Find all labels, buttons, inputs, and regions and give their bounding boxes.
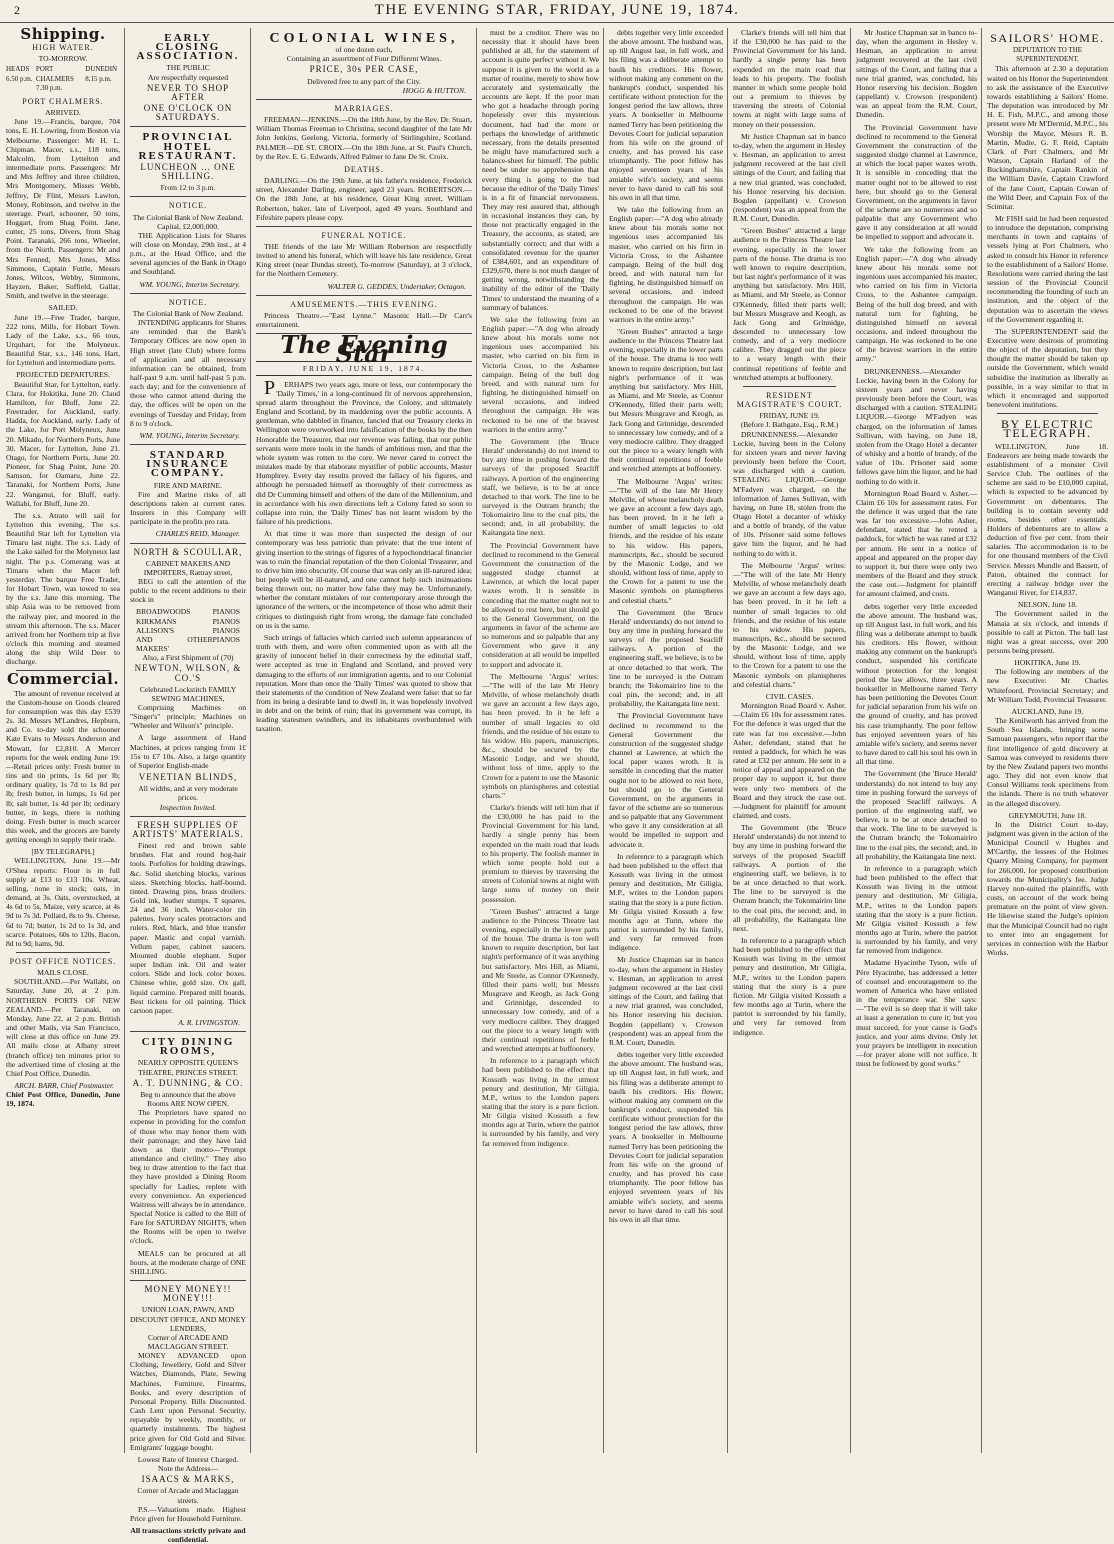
amusements-text: Princess Theatre.—"East Lynne." Masonic Hall.—Dr Carr's entertainment. — [256, 310, 472, 330]
piano-row: BROADWOODS PIANOS — [136, 607, 240, 617]
news-paragraph: DRUNKENNESS.—Alexander Leckie, having been in the Colony for sixteen years and never having previously been before the Court, was discharged with a caution. STEALING LIQUOR.—George M'Fadyen was charged, on the information of James Sullivan, with having, on June 18, stolen from the Otago Hotel a decanter of whisky and a bottle of brandy, of the value of 10s. Prisoner said some fellows gave him the liquor, and he had nothing to do with it. — [856, 366, 977, 486]
dunning-sub: Beg to announce that the above Rooms ARE NOW OPEN. — [140, 1089, 236, 1109]
telegraph-text: The following are members of the new Executive: Mr Charles Whitefoord, Provincial Secretary; and Mr William Todd, Provincial Treasurer. — [987, 667, 1108, 704]
funeral-text: THE friends of the late Mr William Robertson are respectfully invited to attend his funeral, which will leave his late residence, Great King street (near Dundas street), To-morrow (Saturday), at 3 o'clock, for the Northern Cemetery. — [256, 241, 472, 279]
news-paragraph: The Melbourne 'Argus' writes:—"The will of the late Mr Henry Melville, of whose melancholy death we gave an account a few days ago, has been proved. In it he left a number of small legacies to old friends, and the residue of his estate to his widow. His papers, manuscripts, &c., should be secured by the Masonic Lodge, and we should, without loss of time, apply to the Crown for a patent to use the Masonic symbols on planispheres and celestial charts." — [482, 671, 599, 800]
piano-list — [130, 607, 246, 653]
civil-cases-text: Mornington Road Board v. Asher.—Claim £6 10s for assessment rates. For the defence it was urged that the rate was far too excessive.—John Asher, defendant, stated that he rented a paddock, for which he was rated at £32 per annum. He sent in a notice of appeal and appeared on the proper day to support it, but there were only two members of the Board and they struck the case out.—Judgment for plaintiff for amount claimed, and costs. — [733, 701, 846, 820]
piano-row: ALLISON'S PIANOS — [136, 625, 240, 635]
shipment-line: Also, a First Shipment of (70) — [142, 653, 234, 663]
court-text: DRUNKENNESS.—Alexander Leckie, having been in the Colony for sixteen years and never having previously been before the Court, was discharged with a caution. STEALING LIQUOR.—George M'Fadyen was charged, on the information of James Sullivan, with having, on June 18, stolen from the Otago Hotel a decanter of whisky and a bottle of brandy, of the value of 10s. Prisoner said some fellows gave him the liquor, and he had nothing to do with it. — [733, 429, 846, 558]
news-paragraph: The Government (the 'Bruce Herald' understands) do not intend to buy any time in pushing forward the surveys of the proposed Seacliff railways. A portion of the engineering staff, we believe, is to be at once detached to that work. The line to be surveyed is the Outram branch; the Tokomairiro line to the coal pits, the second; and, in all probability, the Kaitangata line next. — [856, 769, 977, 861]
news-paragraph: We take the following from an English paper:—"A dog who already knew about his morals some not ingenious uses accompanied his master, who carried on his firm in Victoria Cross, to the Ashantee campaign. Being of the bull dog breed, and with natural turn for fighting, he distinguished himself on several occasions, and indeed throughout the campaign. He was reckoned to be one of the bravest warriors in the entire army." — [482, 314, 599, 434]
civil-cases-heading: CIVIL CASES. — [765, 691, 814, 701]
leader-paragraph: At that time it was more than suspected the design of our contemporary was less patriotic than private: that the true intent of giving insertion to the strings of figures of a hypochondriacal financier was to ruin the financial reputation of the then Colonial Treasurer, and to drive him into obscurity. Of course that was only an ill-natured idea; but people will be ill-natured, and one cannot help such insinuations being thrown out, no matter how false they may be. Unfortunately, whether the constant mistakes of our contemporary arose through the ignorance of the writers, or the incompetence of those who admit their critiques to distinguish right from wrong, the damage fate concluded on us is the same. — [256, 529, 472, 630]
news-paragraph: debts together very little exceeded the above amount. The husband was, up till August last, in full work, and his filing was a deliberate attempt to baulk his creditors. His flower, without making any comment on the bankrupt's conduct, suspended his certificate without protection for the longest period the law allows, three years. A bookseller in Melbourne named Terry has been petitioning the Devotes Court for judicial separation from his wife on the ground of cruelty, and has proved his case triumphantly. The poor fellow has enjoyed seventeen years of his amiable wife's society, and seems never to have dared to call his soul his own in all that time. — [609, 1050, 723, 1224]
divider — [256, 226, 472, 227]
column-news-3 — [852, 28, 981, 1453]
money-advanced-text: MONEY ADVANCED upon Clothing, Jewellery, Gold and Silver Watches, Diamonds, Plate, Sewing Machines, Furniture, Firearms, Books, and every description of Personal Property. Bills Discounted. Cash Lent upon Personal Security, repayable by weekly, monthly, or quarterly instalments. The highest price given for Old Gold and Silver. Emigrants' luggage bought. — [130, 1351, 246, 1452]
commercial-telegraph-text: WELLINGTON, June 19.—Mr O'Shea reports: Flour is in full supply at £13 to £13 10s. Wheat, selling, none in stock; oats, in demand, at 3s. Oats, overstocked, at 4s 6d to 5s. Maize, very scarce, at 4s 9d to 7s 3d. Pollard, 8s to 9s. Cheese, 6d to 7d; butter, 1s 2d to 1s 3d, and scarce. Potatoes, 60s to 120s. Bacon, 8d to 9d; hams, 9d. — [6, 856, 120, 948]
early-closing-request: Are respectfully requested — [147, 72, 229, 82]
column-shipping — [2, 25, 124, 1453]
deaths-text: DARLING.—On the 19th June, at his father's residence, Frederick street, Alexander Darling, engineer, aged 23 years. ROBERTSON.—On the 18th June, at his residence, Great King street, William Robertson, baker, late of Liverpool, aged 49 years. Southland and Fifeshire papers please copy. — [256, 176, 472, 222]
bank-name: The Colonial Bank of New Zealand. Capital, £2,000,000. — [132, 212, 244, 231]
tide-port-chalmers: PORT CHALMERS 7.30 p.m. — [35, 65, 74, 92]
news-paragraph: Mr Justice Chapman sat in banco to-day, when the argument in Hesley v. Hesman, an application to arrest judgment recovered at the last civil sittings of the Court, and failing that a new trial granted, was concluded, his Honor reserving his decision. Bogden (appellant) v. Crowson (respondent) was an appeal from the R.M. Court, Dunedin. — [733, 131, 846, 224]
leader-paragraph: Such strings of fallacies which carried such solemn appearances of truth with them, and were often commented upon as with all the gravity of innocent belief in their correctness by the editorial staff, were accepted as true in England and Scotland, and proved very damaging to the efforts of our immigration agents, and to our Colonial reputation. More than once the 'Daily Times' was quoted to show that their statements of the condition of New Zealand were false: that so far from its being a desirable land to dwell in, it was hopelessly involved in debt and on the brink of ruin; that its government was corrupt, its leading statesmen swindlers, and its inhabitants overburdened with taxation. — [256, 632, 472, 734]
news-paragraph: The Melbourne 'Argus' writes:—"The will of the late Mr Henry Melville, of whose melancholy death we gave an account a few days ago, has been proved. In it he left a number of small legacies to old friends, and the residue of his estate to his widow. His papers, manuscripts, &c., should be secured by the Masonic Lodge, and we should, without loss of time, apply to the Crown for a patent to use the Masonic symbols on planispheres and celestial charts." — [609, 476, 723, 605]
hotel-heading: PROVINCIAL HOTEL RESTAURANT. — [138, 131, 238, 162]
dunning-text: The Proprietors have spared no expense in providing for the comfort of those who may honor them with their patronage; and they have laid down as their motto—"Prompt attendance and civility." They also beg to draw attention to the fact that they have provided a Dining Room specially for Ladies, replete with every convenience. An experienced Waitress will always be in attendance. Special Notice is called to the Bill of Fare for SATURDAY NIGHTS, when the Rooms will be open to twelve o'clock. — [130, 1108, 246, 1246]
sailors-home-text: Mr FISH said he had been requested to introduce the deputation, comprising merchants in town and captains of vessels lying at Port Chalmers, who asked to consult his Honor in reference to the establishment of a Sailors' Home. Resolutions were carried during the last session of the Provincial Council recommending the founding of such an institution, and the object of the deputation was to ascertain the views of the Government regarding it. — [987, 213, 1108, 324]
postmaster-signature: ARCH. BARR, Chief Postmaster. — [14, 1081, 114, 1091]
mails-close-heading: MAILS CLOSE. — [37, 968, 89, 978]
page-number: 2 — [14, 3, 20, 17]
high-water-sub: TO-MORROW. — [38, 54, 88, 64]
divider — [130, 196, 246, 197]
news-paragraph: "Green Bushes" attracted a large audience to the Princess Theatre last evening, especially in the lower parts of the house. The drama is too well known to require description, but last night's performance of it was anything but satisfactory. Mrs Hill, as Miami, and Mr Steele, as Connor O'Kennedy, filled their parts well; but Messrs Musgrave and Keogh, as Jack Gong and Grinnidge, descended to unnecessary low comedy, and of a very mediocre calibre. They dragged out the piece to a weary length with their continual repetitions of feeble and wretched attempts at buffoonery. — [609, 327, 723, 474]
commercial-heading: Commercial. — [6, 670, 120, 689]
newton-wilson-heading: NEWTON, WILSON, & CO.'S — [134, 663, 242, 683]
dateline: FRIDAY, JUNE 19, 1874. — [256, 361, 472, 376]
news-paragraph: Clarke's friends will tell him that if the £30,000 he has paid to the Provincial Government for his land, hardly a single penny has been expended on the main road that leads to his property. The foolish manner in which some people hold out a premium to thieves by traversing the streets of Colonial towns at night with large sums of money on their possession. — [482, 802, 599, 904]
wines-text: Containing an assortment of Four Different Wines. — [286, 54, 442, 64]
telegraph-line: [BY TELEGRAPH.] — [31, 847, 95, 857]
livingston-signature: A. R. LIVINGSTON. — [178, 1018, 240, 1027]
shipping-heading: Shipping. — [20, 25, 106, 43]
resident-magistrate-heading: RESIDENT MAGISTRATE'S COURT. — [736, 390, 843, 410]
column-divider — [603, 28, 604, 1453]
divider — [130, 126, 246, 127]
bank-signature: WM. YOUNG, Interim Secretary. — [139, 279, 240, 289]
post-office-heading: POST OFFICE NOTICES. — [9, 957, 117, 966]
sailors-home-text: The SUPERINTENDENT said the Executive were desirous of promoting the object of the deputation, but they thought the matter should be taken up outside the Government, which would subsidise the institution as liberally as possible, in a way similar to that in which it encouraged and supported benevolent institutions. — [987, 326, 1108, 410]
standard-insurance-heading: STANDARD INSURANCE COMPANY. — [146, 449, 230, 480]
post-office-text: SOUTHLAND.—Per Wallabi, on Saturday, June 20, at 2 p.m. NORTHERN PORTS OF NEW ZEALAND.—Per Taranaki, on Monday, June 22, at 2 p.m. British and other Mails, via San Francisco, will close at this office on June 29. All mails close at Albany street (branch office) ten minutes prior to the advertised time of closing at the Chief Post Office, Dunedin. — [6, 977, 120, 1078]
electric-telegraph-heading: BY ELECTRIC TELEGRAPH. — [1000, 417, 1095, 441]
column-divider — [476, 28, 477, 1453]
deaths-heading: DEATHS. — [344, 164, 384, 174]
news-paragraph: In reference to a paragraph which had been published to the effect that Kossuth was living in the utmost penury and destitution, Mr Giligia, M.P., writes to the London papers stating that the story is a pure fiction. Mr Gilgia visited Kossuth a few months ago at Turin, where the patriot is surrounded by his family, and very far removed from indigence. — [856, 863, 977, 956]
telegraph-text: The Government sailed in the Manaia at six o'clock, and intends if possible to call at Picton. The ball last night was a great success, over 200 persons being present. — [987, 609, 1108, 655]
dateline-auckland: AUCKLAND, June 19. — [1011, 706, 1084, 716]
standard-signature: CHARLES REID, Manager. — [155, 529, 240, 539]
divider — [130, 293, 246, 294]
arrived-heading: ARRIVED. — [45, 108, 81, 118]
venetian-blinds-sub: All widths, and at very moderate prices. — [138, 784, 238, 803]
north-scoullar-heading: NORTH & SCOULLAR, — [133, 546, 243, 557]
news-paragraph: Mr Justice Chapman sat in banco to-day, when the argument in Hesley v. Hesman, an application to arrest judgment recovered at the last civil sittings of the Court, and failing that a new trial granted, was concluded, his Honor reserving his decision. Bogden (appellant) v. Crowson (respondent) was an appeal from the R.M. Court, Dunedin. — [856, 28, 977, 120]
telegraph-text: The Kenilworth has arrived from the South Sea Islands, bringing some Samoan passengers, who report that the first intelligence of gold discovery at Samoa was conveyed to residents there by the New Zealand papers two months ago. They did not even know that Consul Williams took specimens from the islands. There is no truth whatever in the alleged discovery. — [987, 716, 1108, 808]
news-paragraph: In reference to a paragraph which had been published to the effect that Kossuth was living in the utmost penury and destitution, Mr Giligia, M.P., writes to the London papers stating that the story is a pure fiction. Mr Gilgia visited Kossuth a few months ago at Turin, where the patriot is surrounded by his family, and very far removed from indigence. — [733, 936, 846, 1037]
news-paragraph: We take the following from an English paper:—"A dog who already knew about his morals some not ingenious uses accompanied his master, who carried on his firm in Victoria Cross, to the Ashantee campaign. Being of the bull dog breed, and with natural turn for fighting, he distinguished himself on several occasions, and indeed throughout the campaign. He was reckoned to be one of the bravest warriors in the entire army." — [856, 244, 977, 364]
divider — [997, 413, 1098, 414]
divider — [130, 444, 246, 445]
hogg-hutton-signature: HOGG & HUTTON. — [402, 85, 466, 95]
colonial-wines-heading: COLONIAL WINES, — [269, 31, 459, 46]
court-text: The Melbourne 'Argus' writes:—"The will of the late Mr Henry Melville, of whose melancholy death we gave an account a few days ago, has been proved. In it he left a number of small legacies to old friends, and the residue of his estate to his widow. His papers, manuscripts, &c., should be secured by the Masonic Lodge, and we should, without loss of time, apply to the Crown for a patent to use the Masonic symbols on planispheres and celestial charts." — [733, 560, 846, 689]
inspection-invited: Inspection Invited. — [159, 802, 217, 812]
early-closing-heading: EARLY CLOSING ASSOCIATION. — [136, 32, 240, 63]
column-divider — [727, 28, 728, 1453]
port-heading: PORT CHALMERS. — [22, 96, 104, 106]
city-dining-sub: NEARLY OPPOSITE QUEEN'S THEATRE, PRINCES STREET. — [137, 1058, 239, 1077]
post-office-footer: Chief Post Office, Dunedin, June 19, 1874. — [6, 1090, 120, 1109]
tide-dunedin: DUNEDIN 8.15 p.m. — [85, 65, 118, 83]
column-news-2 — [729, 28, 850, 1453]
wines-price: PRICE, 30s PER CASE, — [309, 64, 419, 75]
masthead — [0, 0, 1114, 23]
north-scoullar-sub: CABINET MAKERS AND IMPORTERS, Rattray street, — [143, 558, 233, 577]
news-paragraph: The Provincial Government have declined to recommend to the General Government the construction of the suggested sludge channel at Lawrence, at which the local paper waxes wroth. It is sensible in conceding that the matter ought not to be allowed to rest here, but should go to the General Government, on the arguments in favor of the scheme are so numerous and so palpable that any Government who gave it any consideration at all would be impelled to support and advocate it. — [482, 540, 599, 669]
news-paragraph: Madame Hyacinthe Tyson, wife of Père Hyacinthe, has addressed a letter of counsel and encouragement to the women of America who have enlisted in the temperance war. She says:—"The evil is so deep that it will take at least a generation to cure it; but you must succeed, for your cause is God's justice, and your aims divine. Only let your prayers be intelligent in execution—for prayer alone will not suffice. It must be followed by good works." — [856, 958, 977, 1069]
news-paragraph: debts together very little exceeded the above amount. The husband was, up till August last, in full work, and his filing was a deliberate attempt to baulk his creditors. His flower, without making any comment on the bankrupt's conduct, suspended his certificate without protection for the longest period the law allows, three years. A bookseller in Melbourne named Terry has been petitioning the Devotes Court for judicial separation from his wife on the ground of cruelty, and has proved his case triumphantly. The poor fellow has enjoyed seventeen years of his amiable wife's society, and seems never to have dared to call his soul his own in all that time. — [856, 601, 977, 767]
private-transactions: All transactions strictly private and confidential. — [130, 1525, 246, 1544]
news-paragraph: Clarke's friends will tell him that if the £30,000 he has paid to the Provincial Government for his land, hardly a single penny has been expended on the main road that leads to his property. The foolish manner in which some people hold out a premium to thieves by traversing the streets of Colonial towns at night with large sums of money on their possession. — [733, 28, 846, 129]
interest-line: Lowest Rate of Interest Charged. — [137, 1454, 239, 1464]
sewing-machines-text: Comprising Machines on "Singer's" principle; Machines on "Wheeler and Wilson's" principle. — [130, 703, 246, 731]
shipping-news: The s.s. Atrato will sail for Lyttelton this evening. The s.s. Beautiful Star left for Lyttelton via Timaru last night. The s.s. Lady of the Lake sailed for the Molyneux last night. The p.s. Comerang was at Timaru when the Macer left yesterday. The barque Free Trader, for Hobart Town, was towed to sea by the s.s. Jane this morning. The ship Asia was to be removed from the railway pier, and moored in the stream this afternoon. The s.s. Macer arrived from her Northern trip at five o'clock this morning and steamed along the ship Wild Deer to discharge. — [6, 510, 120, 667]
news-paragraph: In reference to a paragraph which had been published to the effect that Kossuth was living in the utmost penury and destitution, Mr Giligia, M.P., writes to the London papers stating that the story is a pure fiction. Mr Gilgia visited Kossuth a few months ago at Turin, where the patriot is surrounded by his family, and very far removed from indigence. — [482, 1056, 599, 1148]
sailed-heading: SAILED. — [48, 303, 78, 313]
undertaker-signature: WALTER G. GEDDES, Undertaker, Octagon. — [327, 281, 466, 291]
dateline-greymouth: GREYMOUTH, June 18. — [1008, 810, 1087, 820]
tide-table — [6, 65, 120, 92]
venetian-blinds: VENETIAN BLINDS, — [138, 772, 238, 783]
news-paragraph: The Provincial Government have declined to recommend to the General Government the construction of the suggested sludge channel at Lawrence, at which the local paper waxes wroth. It is sensible in conceding that the matter ought not to be allowed to rest here, but should go to the General Government, on the arguments in favor of the scheme are so numerous and so palpable that any Government who gave it any consideration at all would be impelled to support and advocate it. — [856, 122, 977, 242]
news-paragraph: "Green Bushes" attracted a large audience to the Princess Theatre last evening, especially in the lower parts of the house. The drama is too well known to require description, but last night's performance of it was anything but satisfactory. Mrs Hill, as Miami, and Mr Steele, as Connor O'Kennedy, filled their parts well; but Messrs Musgrave and Keogh, as Jack Gong and Grinnidge, descended to unnecessary low comedy, and of a very mediocre calibre. They dragged out the piece to a weary length with their continual repetitions of feeble and wretched attempts at buffoonery. — [733, 226, 846, 382]
isaacs-marks: ISAACS & MARKS, — [141, 1474, 235, 1485]
news-paragraph: We take the following from an English paper:—"A dog who already knew about his morals some not ingenious uses accompanied his master, who carried on his firm in Victoria Cross, to the Ashantee campaign. Being of the bull dog breed, and with natural turn for fighting, he distinguished himself on several occasions, and indeed throughout the campaign. He was reckoned to be one of the bravest warriors in the entire army." — [609, 204, 723, 324]
court-judge: (Before J. Bathgate, Esq., R.M.) — [740, 420, 839, 430]
sailors-home-text: This afternoon at 2.30 a deputation waited on his Honor the Superintendent to ask the assistance of the Executive towards establishing a Sailors' Home. The deputation was introduced by Mr H. E. Fish, M.P.C., and among those present were Mr M'Dermid, M.P.C., his Worship the Mayor, Messrs R. B. Martin, Mudie, G. F. Reid, Captain Clark of Port Chalmers, and Mr Watson, Captain Harland of the Buckinghamshire, Captain Rankin of the William Davie, Captain Crawford of the Jane Court, Captain Cowan of the Wild Deer, and Captain Fox of the Scimitar. — [987, 64, 1108, 211]
sewing-machines-sub: Celebrated Lockstitch FAMILY SEWING MACHINES, — [139, 684, 237, 703]
divider — [130, 543, 246, 544]
news-paragraph: In reference to a paragraph which had been published to the effect that Kossuth was living in the utmost penury and destitution, Mr Giligia, M.P., writes to the London papers stating that the story is a pure fiction. Mr Gilgia visited Kossuth a few months ago at Turin, where the patriot is surrounded by his family, and very far removed from indigence. — [609, 851, 723, 953]
news-paragraph: The Government (the 'Bruce Herald' understands) do not intend to buy any time in pushing forward the surveys of the proposed Seacliff railways. A portion of the engineering staff, we believe, is to be at once detached to that work. The line to be surveyed is the Outram branch; the Tokomairiro line to the coal pits, the second; and, in all probability, the Kaitangata line next. — [482, 436, 599, 538]
news-paragraph: Mornington Road Board v. Asher.—Claim £6 10s for assessment rates. For the defence it was urged that the rate was far too excessive.—John Asher, defendant, stated that he rented a paddock, for which he was rated at £32 per annum. He sent in a notice of appeal and appeared on the proper day to support it, but there were only two members of the Board and they struck the case out.—Judgment for plaintiff for amount claimed, and costs. — [856, 488, 977, 599]
leader-paragraph: PERHAPS two years ago, more or less, our contemporary the 'Daily Times,' in a long-continued fit of nervous apprehension, spread alarm throughout the Province, the Colony, and ultimately England and Scotland, by its maddening over the public accounts. A gentleman, who dabbled in finance, fancied that our Treasury clerks in Wellington were overworked into falsification of the books by the then Honorable the Treasurer, that our revenue was failing, that our public servants were mere tools in the hands of ambitious men, and that the whole system was rotten to the core. We never cared to correct the mistakes made by that elaborate mystifier of public accounts, Master Humphrey. Every day results proved the fallacy of his figures, and although he persuaded himself as thoroughly of their correctness as did Dr Cumming himself and others of the date of the Millennium, and in accordance with his own directions left a Colony fated so soon to collapse into ruin, the 'Daily Times' has not learnt wisdom by the failure of his predictions. — [256, 376, 472, 527]
column-news-1 — [605, 28, 727, 1453]
news-paragraph: The Provincial Government have declined to recommend to the General Government the construction of the suggested sludge channel at Lawrence, at which the local paper waxes wroth. It is sensible in conceding that the matter ought not to be allowed to rest here, but should go to the General Government, on the arguments in favor of the scheme are so numerous and so palpable that any Government who gave it any consideration at all would be impelled to support and advocate it. — [609, 711, 723, 849]
arrived-text: June 19.—Francis, barque, 704 tons, E. H. Lowring, from Boston via Melbourne. Passenger: Mr H. L. Chipman. Macer, s.s., 118 tons, Malcolm, from Lyttelton and intermediate ports. Passengers: Mr and Mrs Jeffrey and three children, Mrs Montgomery, Misses Webb, Jeffrey, Dr Flint, Messrs Lawton, Money, Robinson, and twelve in the steerage. Pearl, schooner, 50 tons, Hoggart, from Shag Point. Jane, cutter, 25 tons, Divers, from Shag Point. Taranaki, 266 tons, Wheeler, from the North. Passengers: Mr and Mrs Fenned, Mrs Jones, Miss Simmons, Captain Futtle, Messrs Jones, Wilcox, Webby, Simmons, Hayzen, Baker, Suffield, Gallar, Smith, and twelve in the steerage. — [6, 117, 120, 301]
dateline-hokitika: HOKITIKA, June 19. — [1014, 658, 1081, 668]
divider — [130, 1280, 246, 1281]
dunning-heading: A. T. DUNNING, & CO. — [132, 1077, 244, 1088]
divider — [256, 99, 472, 100]
telegraph-text: WELLINGTON, June 18. Endeavors are being made towards the establishment of a monster Civil Service Club. The outlines of the scheme are said to be £10,000 capital, which is expected to be advanced by Government on debentures. The building is to contain seventy odd rooms, besides other essentials. Holders of debentures are to allow a deduction of five per cent. from their salaries. The accommodation is to be for one thousand members of the Civil Service. Messrs Mundle and Bassett, of Paton, obtained the contract for erecting a railway bridge over the Wanganui River, for £14,837. — [987, 441, 1108, 598]
column-divider — [250, 28, 251, 1453]
bank-offices-text: INTENDING applicants for Shares are reminded that the Bank's Temporary Offices are now open in High street (late Club) where forms of application and all necessary information can be obtained, from half-past 9 a.m. until half-past 5 p.m. each day; and for the convenience of those who cannot attend during the day, the offices will be open on the evenings of Tuesday and Friday, from 8 to 9 o'clock. — [130, 318, 246, 428]
valuations-text: P.S.—Valuations made. Highest Price given for Household Furniture. — [130, 1504, 246, 1523]
meals-text: MEALS can be procured at all hours, at the moderate charge of ONE SHILLING. — [130, 1248, 246, 1276]
news-paragraph: debts together very little exceeded the above amount. The husband was, up till August last, in full work, and his filing was a deliberate attempt to baulk his creditors. His flower, without making any comment on the bankrupt's conduct, suspended his certificate without protection for the longest period the law allows, three years. A bookseller in Melbourne named Terry has been petitioning the Devotes Court for judicial separation from his wife on the ground of cruelty, and has proved his case triumphantly. The poor fellow has enjoyed seventeen years of his amiable wife's society, and seems never to have dared to call his soul his own in all that time. — [609, 28, 723, 202]
column-advertisements-1 — [126, 28, 250, 1544]
news-paragraph: "Green Bushes" attracted a large audience to the Princess Theatre last evening, especially in the lower parts of the house. The drama is too well known to require description, but last night's performance of it was anything but satisfactory. Mrs Hill, as Miami, and Mr Steele, as Connor O'Kennedy, filled their parts well; but Messrs Musgrave and Keogh, as Jack Gong and Grinnidge, descended to unnecessary low comedy, and of a very mediocre calibre. They dragged out the piece to a weary length with their continual repetitions of feeble and wretched attempts at buffoonery. — [482, 906, 599, 1054]
notice-heading: NOTICE. — [168, 297, 208, 307]
divider — [256, 295, 472, 296]
column-leader — [252, 28, 476, 1453]
early-closing-never: NEVER TO SHOP AFTER — [146, 82, 230, 102]
amusements-heading: AMUSEMENTS.—THIS EVENING. — [290, 299, 438, 309]
tide-heads: HEADS 6.50 p.m. — [6, 65, 33, 83]
early-closing-one-oclock: ONE O'CLOCK ON SATURDAYS. — [143, 103, 233, 123]
artists-materials-list: Finest red and brown sable brushes. Flat and round hog-hair tools. Porfolios for holding drawings, &c. Solid sketching blocks, various sizes. Sketching blocks, half-bound, tinted. Drawing pins, brass droilers. Gold ink, leather stumps. T squares, 24 and 36 inch. Water-color tin palettes. Ivory scales protractors and rulers. Red, black, and blue transfer paper. Mastic and copal varnish. Vellum paper, cabinet saucers. Mounted double elephant. Super super Indian ink. Oil and water colors. Slide and lock color boxes. Chinese white, gold size. Ox gall, liquid carmine. Prepared mill boards. Best tickets for oil painting. Thick cartoon paper. — [130, 841, 246, 1015]
fire-marine: FIRE AND MARINE. — [153, 480, 223, 490]
union-loan-heading: UNION LOAN, PAWN, AND DISCOUNT OFFICE, AND MONEY LENDERS, — [130, 1305, 246, 1333]
column-divider — [124, 28, 125, 1453]
arcade-address: Corner of ARCADE AND MACLAGGAN STREET. — [147, 1332, 229, 1351]
news-paragraph: The Government (the 'Bruce Herald' understands) do not intend to buy any time in pushing forward the surveys of the proposed Seacliff railways. A portion of the engineering staff, we believe, is to be at once detached to that work. The line to be surveyed is the Outram branch; the Tokomairiro line to the coal pits, the second; and, in all probability, the Kaitangata line next. — [733, 823, 846, 933]
projected-text: Beautiful Star, for Lyttelton, early. Clara, for Hokitika, June 20. Claud Hamilton, for Bluff, June 22. Freetrader, for Auckland, early. Hadda, for Auckland, early. Lady of the Lake, for Port Molyneux, June 20. Mikado, for Northern Ports, June 30. Macer, for Lyttelton, June 21. Otago, for Northern Ports, June 20. Pioneer, for Shag Point, June 20. Samson, for Oamaru, June 22. Taranaki, for Northern Ports, June 22. Wanganui, for Bluff, early. Wallabi, for Bluff, June 20. — [6, 379, 120, 508]
hand-machines-text: A large assortment of Hand Machines, at prices ranging from 1£ 15s to £7 10s. Also, a large quantity of Superior English-made — [130, 733, 246, 770]
note-address: Note the Address— — [158, 1464, 218, 1474]
divider — [130, 1031, 246, 1032]
dateline-nelson: NELSON, June 18. — [1017, 600, 1078, 610]
high-water-heading: HIGH WATER. — [32, 43, 94, 53]
bank-name: The Colonial Bank of New Zealand. — [132, 308, 244, 318]
bank-signature: WM. YOUNG, Interim Secretary. — [139, 430, 240, 440]
wines-sub: of one dozen each, — [335, 45, 393, 55]
isaacs-marks-sub: Corner of Arcade and Maclaggan streets. — [137, 1486, 239, 1505]
projected-heading: PROJECTED DEPARTURES. — [16, 370, 110, 380]
marriages-heading: MARRIAGES. — [334, 103, 394, 113]
sailors-home-heading: SAILORS' HOME. — [990, 31, 1105, 45]
column-divider — [850, 28, 851, 1453]
artists-materials-heading: FRESH SUPPLIES OF ARTISTS' MATERIALS. — [132, 819, 244, 839]
bank-notice-text: THE Application Lists for Shares will close on Monday, 29th inst., at 4 p.m., at the Head Office, and the several agencies of the Bank in Otago and Southland. — [130, 230, 246, 277]
notice-heading: NOTICE. — [168, 201, 208, 211]
luncheon-time: From 12 to 3 p.m. — [160, 183, 216, 193]
piano-row: AND OTHER MAKERS' PIANOS — [136, 634, 240, 654]
standard-insurance-text: Fire and Marine risks of all descriptions taken at current rates. Insurers in this Company will participate in the profits pro rata. — [130, 489, 246, 527]
telegraph-text: In the District Court to-day, judgment was given in the action of the Municipal Council v. Hughes and M'Carthy, the lessees of the Holmes Quarry Mining Company, for payment for 266,000, for proposed contribution towards the Municipality's fee. Judge Harvey non-suited the plaintiffs, with costs, on account of the work being premature on the point of view given. He likewise stated the Judge's opinion that the Municipal Council had no right to enter into an engagement for services in connection with the Harbor Works. — [987, 819, 1108, 957]
divider — [743, 386, 836, 387]
early-closing-public: THE PUBLIC — [166, 63, 210, 73]
piano-row: KIRKMANS PIANOS — [136, 616, 240, 626]
marriages-text: FREEMAN—JENKINS.—On the 18th June, by the Rev. Dr. Stuart, William Thomas Freeman to Christina, second daughter of the late Mr John Jenkins, Geelong, Victoria, formerly of Stirlingshire, Scotland. PALMER—DE ST. CROIX.—On the 18th June, at St. Paul's Church, by the Rev. E. G. Edwards, Alfred Palmer to Jane De St. Croix. — [256, 115, 472, 161]
newspaper-header: THE EVENING STAR, FRIDAY, JUNE 19, 1874. — [374, 2, 740, 18]
news-paragraph: The Government (the 'Bruce Herald' understands) do not intend to buy any time in pushing forward the surveys of the proposed Seacliff railways. A portion of the engineering staff, we believe, is to be at once detached to that work. The line to be surveyed is the Outram branch; the Tokomairiro line to the coal pits, the second; and, in all probability, the Kaitangata line next. — [609, 607, 723, 709]
city-dining-heading: CITY DINING ROOMS, — [141, 1036, 235, 1058]
divider — [130, 816, 246, 817]
deputation-subheading: DEPUTATION TO THE SUPERINTENDENT. — [1012, 46, 1083, 64]
evening-star-masthead: The Evening Star — [280, 330, 448, 369]
column-divider — [981, 28, 982, 1453]
commercial-text: The amount of revenue received at the Custom-house on Goods cleared for consumption was this day £539 2s. 3d. Messrs M'Landres, Hepburn, and Co. to-day sold the schooner Kate Evans to Messrs Anderson and Mowatt, for £2,810. A Mercer reports for the week ending June 19:—Retail prices only: Fresh butter in tins and tin prints, 1s 6d per lb; ordinary quality, 1s 7d to 1s 8d per lb; fresh butter, in lumps, 1s 6d per lb; salt butter, 1s 4d per lb; ordinary butter, in kegs, there is nothing doing. Fresh butter is much scarcer this week, and the grocers are barely getting enough to supply their trade. — [6, 688, 120, 845]
news-paragraph: Mr Justice Chapman sat in banco to-day, when the argument in Hesley v. Hesman, an application to arrest judgment recovered at the last civil sittings of the Court, and failing that a new trial granted, was concluded, his Honor reserving his decision. Bogden (appellant) v. Crowson (respondent) was an appeal from the R.M. Court, Dunedin. — [609, 955, 723, 1047]
wines-delivery: Delivered free to any part of the City. — [307, 76, 421, 86]
divider — [16, 952, 110, 953]
money-heading: MONEY MONEY!! MONEY!!! — [144, 1284, 232, 1304]
leader-paragraph: must be a creditor. There was no necessity that it should have been published at all, for the statement of account is quite perfect without it. We suppose it is given to the world as a matter of routine, merely to show how accurately and systematically the accounts are kept. If the poor man who got a headache through poring hopelessly over this mysterious document, had had the more or perhaps the knowledge of arithmetic necessary, from the details presented he might have manufactured such a balance-sheet for himself. The public need be under no apprehension that every thing is going to the bad because the editor of the 'Daily Times' is in a fit of financial nervousness. They may rest assured that, although in occasional instances they can, by those not practically engaged in the Treasury, the accounts, as stated, are substantially correct; and that with a consolidated revenue for the quarter of £384,601, and an expenditure of £329,670, there is not much danger of getting wrong, notwithstanding the inability of the editor of the 'Daily Times' to understand the meaning of a summary of balances. — [482, 28, 599, 312]
sailed-text: June 19.—Free Trader, barque, 222 tons, Mills, for Hobart Town. Lady of the Lake, s.s., 66 tous, Urquhart, for the Molyneux. Beautiful Star, s.s., 146 tons, Hart, for Lyttelton and intermediate ports. — [6, 312, 120, 368]
column-sailors-home — [983, 28, 1112, 1453]
funeral-heading: FUNERAL NOTICE. — [321, 230, 407, 240]
court-date: FRIDAY, JUNE 19. — [759, 411, 820, 421]
column-leader-continued — [478, 28, 603, 1453]
north-scoullar-text: BEG to call the attention of the public to the recent additions to their stock in — [130, 576, 246, 605]
luncheon-line: LUNCHEON ... ONE SHILLING. — [140, 161, 236, 182]
